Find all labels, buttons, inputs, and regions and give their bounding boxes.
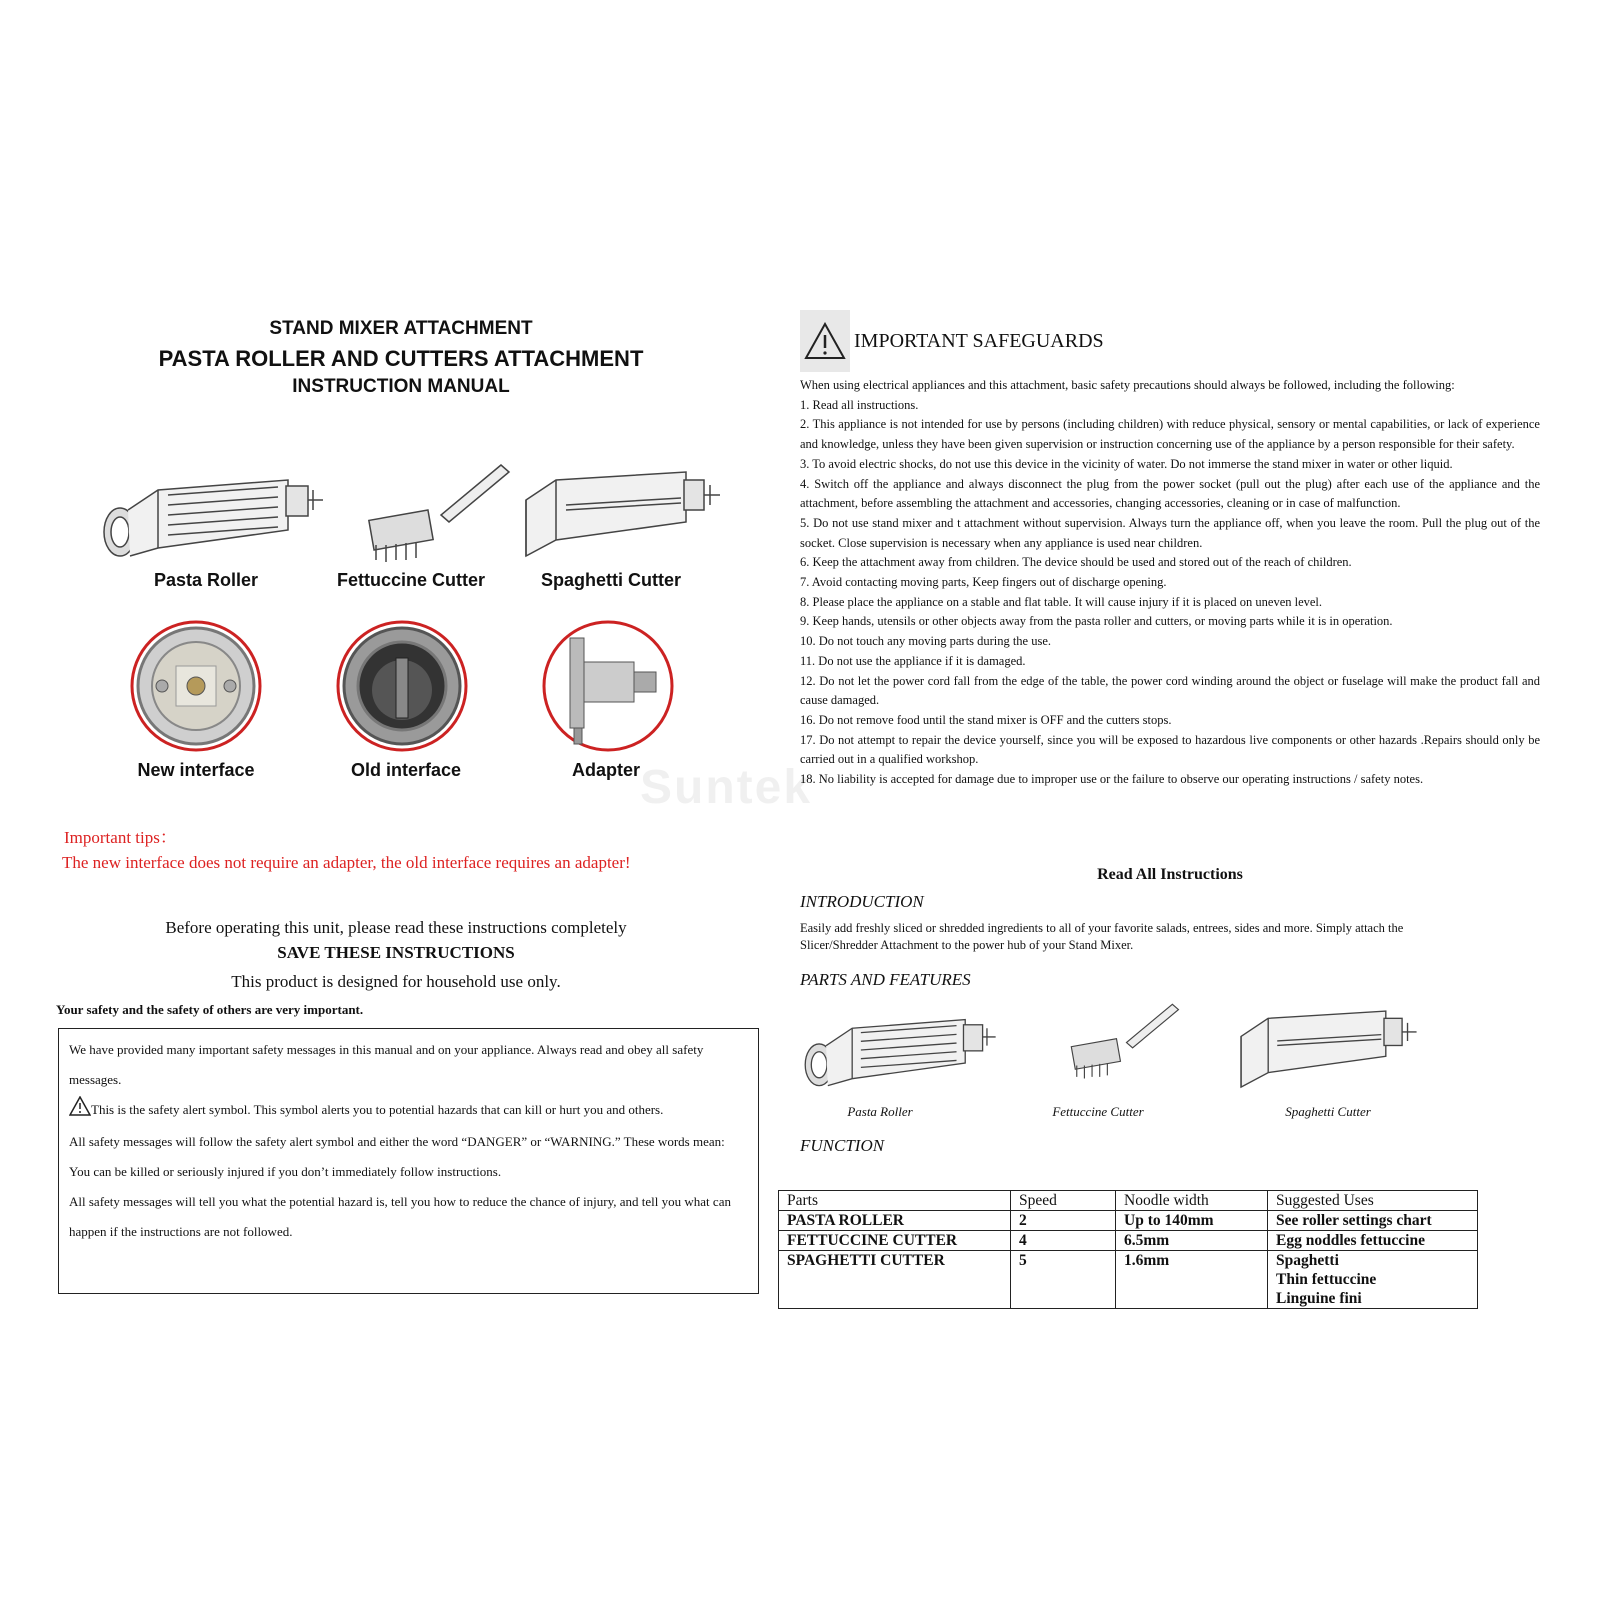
new-interface-image [128,618,264,754]
save-instructions: SAVE THESE INSTRUCTIONS [277,943,515,962]
read-all-instructions: Read All Instructions [1097,866,1243,883]
table-row [779,1251,1478,1309]
use-line: Thin fettuccine [1276,1271,1377,1288]
introduction-text: Easily add freshly sliced or shredded ingredients to all of your favorite salads, entrees, sides and more. Simply attach the Slicer/Shredder Attachment to the power hub of your Stand Mixer. [800,921,1404,952]
fettuccine-cutter-label: Fettuccine Cutter [336,570,486,590]
parts-features-heading: PARTS AND FEATURES [800,970,971,989]
old-interface-label: Old interface [350,760,462,780]
use-line: Linguine fini [1276,1290,1362,1307]
safety-p5: All safety messages will tell you what the potential hazard is, tell you how to reduce the chance of injury, and tell you what can happen if the instructions are not followed. [69,1193,731,1239]
right-page [787,310,1580,1310]
spaghetti-cutter-image [516,460,726,570]
table-cell: See roller settings chart [1268,1211,1478,1231]
table-cell: FETTUCCINE CUTTER [779,1231,1011,1251]
safeguard-item: 17. Do not attempt to repair the device yourself, since you will be exposed to hazardous live components or other hazards .Repairs should only be carried out in a qualified workshop. [800,732,1540,767]
parts-pasta-roller-label: Pasta Roller [847,1104,913,1119]
safeguard-item: 4. Switch off the appliance and always disconnect the plug from the power socket (pull out the plug) after each use of the appliance and the attachment, before assembling the attachment and accessories, changing accessories, cleaning or in case of malfunction. [800,476,1540,511]
safeguard-item: 8. Please place the appliance on a stable and flat table. It will cause injury if it is placed on uneven level. [800,594,1323,609]
safeguard-item: 11. Do not use the appliance if it is damaged. [800,653,1026,668]
table-cell: 4 [1011,1231,1116,1251]
your-safety-text: Your safety and the safety of others are very important. [56,1002,364,1017]
function-table [778,1190,1478,1309]
safeguards-list [800,376,1540,790]
table-cell: SPAGHETTI CUTTER [779,1251,1011,1309]
fettuccine-cutter-image [341,460,511,570]
introduction-heading: INTRODUCTION [800,892,924,911]
safeguard-item: 18. No liability is accepted for damage due to improper use or the failure to observe our operating instructions / safety notes. [800,772,1424,787]
safety-p2: This is the safety alert symbol. This symbol alerts you to potential hazards that can kill or hurt you and others. [91,1102,664,1117]
table-header-cell: Noodle width [1116,1191,1268,1211]
table-row [779,1231,1478,1251]
table-header-cell: Suggested Uses [1268,1191,1478,1211]
safeguard-item: 9. Keep hands, utensils or other objects away from the pasta roller and cutters, or moving parts while it is in operation. [800,614,1393,629]
safeguard-item: 16. Do not remove food until the stand mixer is OFF and the cutters stops. [800,712,1172,727]
parts-spaghetti-cutter-label: Spaghetti Cutter [1285,1104,1371,1119]
safety-p4: You can be killed or seriously injured if you don’t immediately follow instructions. [69,1163,502,1179]
pasta-roller-label: Pasta Roller [153,570,259,590]
important-tips-heading: Important tips： [64,828,177,847]
safeguards-title: IMPORTANT SAFEGUARDS [854,329,1104,352]
safety-p3: All safety messages will follow the safety alert symbol and either the word “DANGER” or “WARNING.” These words mean: [69,1133,725,1149]
title-line-3: INSTRUCTION MANUAL [292,376,510,397]
table-row [779,1211,1478,1231]
table-header-cell: Parts [779,1191,1011,1211]
title-line-1: STAND MIXER ATTACHMENT [269,318,533,339]
table-cell: 2 [1011,1211,1116,1231]
adapter-label: Adapter [571,760,640,780]
household-use-text: This product is designed for household use only. [231,972,561,991]
warning-triangle-icon [800,310,850,372]
safeguard-item: 10. Do not touch any moving parts during the use. [800,634,1052,649]
safeguard-item: 3. To avoid electric shocks, do not use this device in the vicinity of water. Do not immerse the stand mixer in water or other liquid. [800,456,1453,471]
before-operating-text: Before operating this unit, please read these instructions completely [165,918,627,937]
spaghetti-cutter-label: Spaghetti Cutter [540,570,681,590]
safeguards-header [800,310,1104,372]
table-cell-uses [1268,1251,1478,1309]
adapter-image [540,618,676,754]
warning-triangle-icon [69,1096,91,1127]
important-tips-text: The new interface does not require an adapter, the old interface requires an adapter! [62,853,631,872]
table-header-row [779,1191,1478,1211]
table-cell: PASTA ROLLER [779,1211,1011,1231]
title-line-2: PASTA ROLLER AND CUTTERS ATTACHMENT [158,346,644,371]
safeguard-item: 5. Do not use stand mixer and t attachment without supervision. Always turn the appliance off, when you leave the room. Pull the plug out of the socket. Close supervision is necessary when any appliance is used near children. [800,515,1540,550]
safeguard-item: 12. Do not let the power cord fall from the edge of the table, the power cord winding around the object or fuselage will make the product fall and cause damaged. [800,673,1540,708]
parts-pasta-roller-image [800,1000,1000,1100]
function-heading: FUNCTION [800,1136,885,1155]
use-line: Spaghetti [1276,1252,1339,1269]
table-cell: 6.5mm [1116,1231,1268,1251]
pasta-roller-image [98,460,328,570]
table-cell: Up to 140mm [1116,1211,1268,1231]
safeguard-item: When using electrical appliances and this attachment, basic safety precautions should always be followed, including the following: [800,378,1455,392]
parts-fettuccine-cutter-image [1050,990,1180,1095]
left-page [56,310,766,1310]
table-cell: 5 [1011,1251,1116,1309]
safeguard-item: 7. Avoid contacting moving parts, Keep fingers out of discharge opening. [800,575,1167,590]
parts-fettuccine-cutter-label: Fettuccine Cutter [1052,1104,1144,1119]
table-cell: Egg noddles fettuccine [1268,1231,1478,1251]
safeguard-item: 6. Keep the attachment away from children. The device should be used and stored out of the reach of children. [800,555,1352,570]
table-cell: 1.6mm [1116,1251,1268,1309]
new-interface-label: New interface [137,760,255,780]
safety-p2-row [69,1095,748,1127]
watermark: Suntek [640,761,813,814]
parts-spaghetti-cutter-image [1232,1000,1422,1100]
safeguard-item: 2. This appliance is not intended for use by persons (including children) with reduce physical, sensory or mental capabilities, or lack of experience and knowledge, unless they have been given supervision or instruction concerning use of the appliance by a person responsible for their safety. [800,417,1540,452]
safeguard-item: 1. Read all instructions. [800,397,919,412]
safety-p1: We have provided many important safety messages in this manual and on your appliance. Always read and obey all safety messages. [69,1042,704,1087]
safety-messages-box [58,1028,759,1294]
old-interface-image [334,618,470,754]
table-header-cell: Speed [1011,1191,1116,1211]
